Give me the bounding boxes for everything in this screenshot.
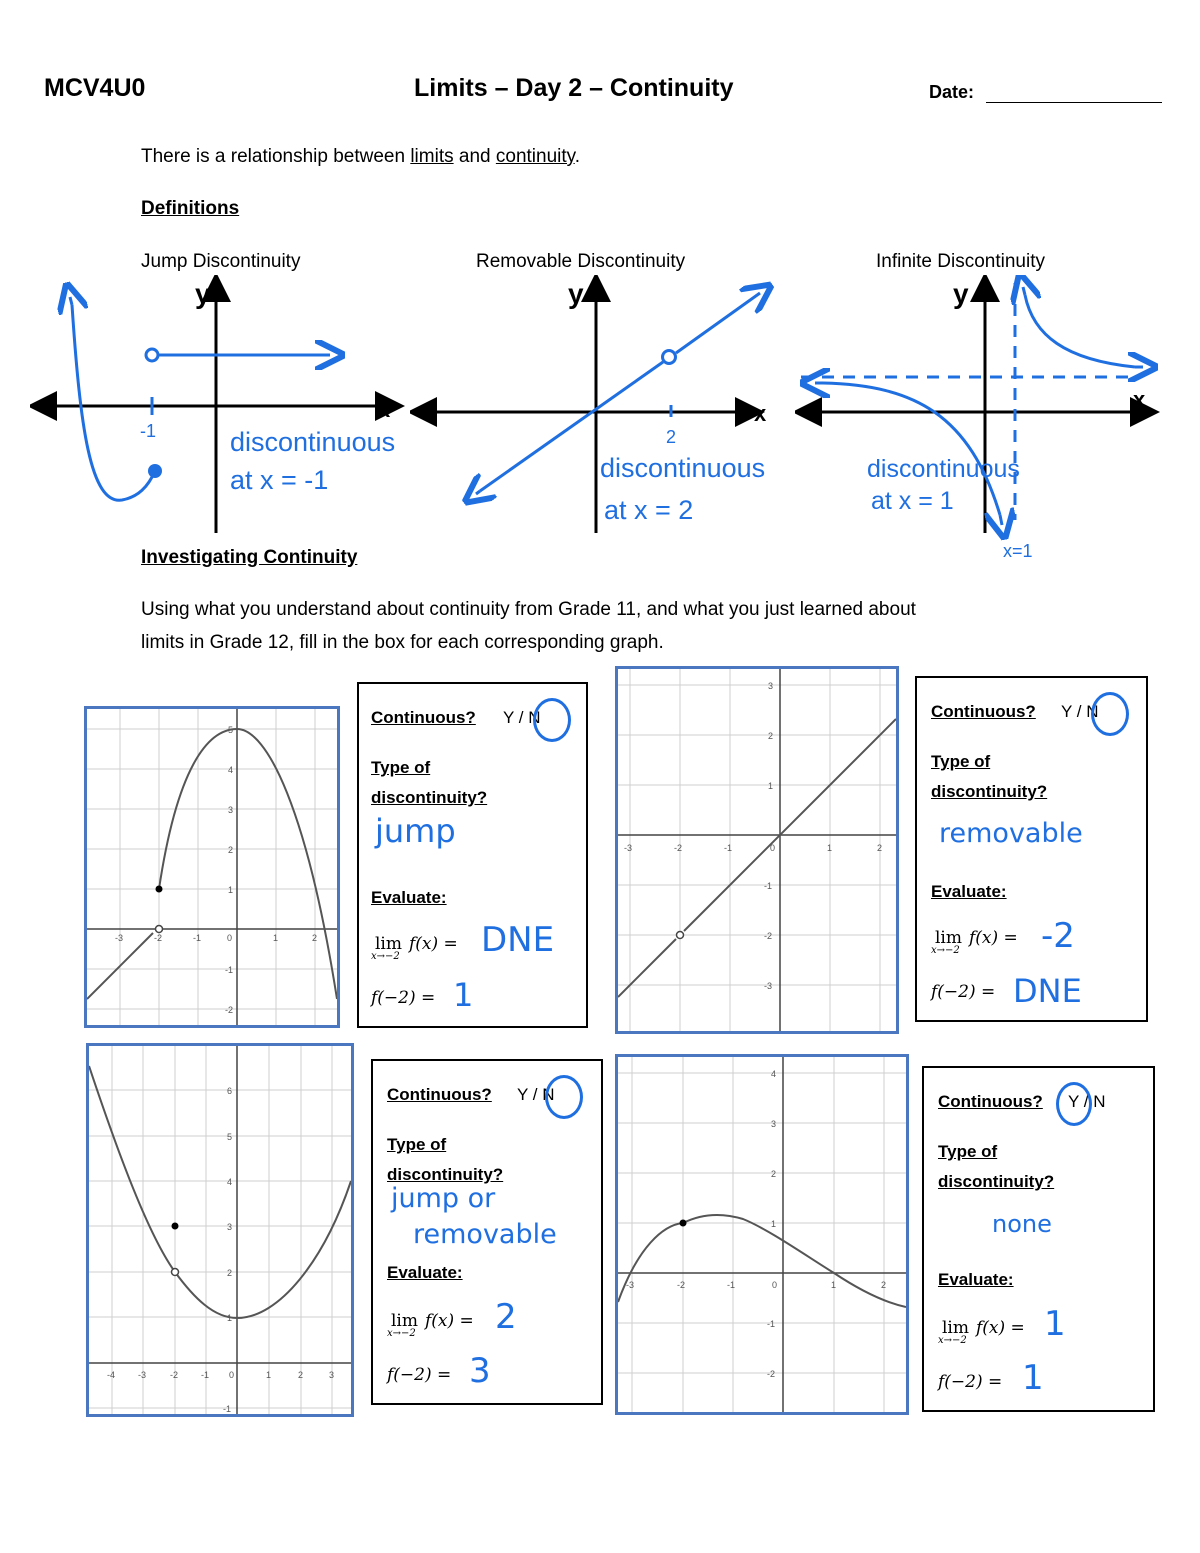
type-answer[interactable]: removable [939, 818, 1083, 849]
infinite-note-line2: at x = 1 [871, 487, 954, 515]
circled-answer [545, 1075, 583, 1119]
svg-text:0: 0 [227, 933, 233, 943]
infinite-note-line1: discontinuous [867, 455, 1020, 483]
svg-text:1: 1 [227, 1313, 233, 1323]
instructions-line2: limits in Grade 12, fill in the box for each corresponding graph. [141, 632, 664, 653]
value-answer[interactable]: DNE [1013, 972, 1082, 1010]
svg-text:-1: -1 [727, 1280, 736, 1290]
lim-symbol: lim [935, 928, 962, 948]
y-axis-label: y [953, 278, 969, 309]
svg-text:2: 2 [877, 843, 883, 853]
date-label: Date: [929, 82, 975, 102]
yn-choice[interactable]: Y / N [517, 1085, 555, 1104]
x-axis-label: x [378, 397, 391, 422]
type-answer-line2[interactable]: removable [413, 1219, 557, 1250]
jump-title: Jump Discontinuity [141, 251, 301, 272]
value-answer[interactable]: 3 [469, 1351, 491, 1391]
svg-text:2: 2 [768, 731, 774, 741]
value-expression: f(−2) = [938, 1372, 1003, 1392]
type-label-2: discontinuity? [938, 1172, 1055, 1191]
evaluate-label: Evaluate: [371, 888, 447, 907]
lim-subscript: x→−2 [371, 951, 400, 962]
yn-choice[interactable]: Y / N [503, 708, 541, 727]
svg-text:-1: -1 [764, 881, 773, 891]
page-title: Limits – Day 2 – Continuity [414, 74, 734, 102]
lim-subscript: x→−2 [938, 1335, 967, 1346]
svg-text:-1: -1 [767, 1319, 776, 1329]
svg-text:1: 1 [228, 885, 234, 895]
jump-discontinuity-sketch [30, 275, 410, 545]
asymptote-label: x=1 [1003, 541, 1033, 561]
yn-choice[interactable]: Y / N [1061, 702, 1099, 721]
svg-text:-1: -1 [193, 933, 202, 943]
svg-text:2: 2 [298, 1370, 304, 1380]
continuous-label: Continuous? [938, 1092, 1043, 1111]
type-answer[interactable]: jump or [391, 1183, 496, 1214]
limit-expression: f(x) = [425, 1311, 474, 1331]
svg-text:-2: -2 [225, 1005, 234, 1015]
evaluate-label: Evaluate: [387, 1263, 463, 1282]
svg-text:6: 6 [227, 1086, 233, 1096]
graph-2 [618, 669, 896, 1031]
graph-4-frame [615, 1054, 909, 1415]
svg-text:2: 2 [312, 933, 318, 943]
investigating-heading: Investigating Continuity [141, 547, 358, 568]
svg-text:3: 3 [329, 1370, 335, 1380]
svg-text:-1: -1 [223, 1404, 232, 1414]
type-label-1: Type of [387, 1135, 447, 1154]
svg-text:0: 0 [229, 1370, 235, 1380]
answer-box-1 [357, 682, 588, 1028]
svg-text:1: 1 [273, 933, 279, 943]
course-code: MCV4U0 [44, 74, 146, 102]
infinite-discontinuity-sketch [795, 275, 1165, 565]
continuous-label: Continuous? [371, 708, 476, 727]
svg-text:-3: -3 [624, 843, 633, 853]
continuous-label: Continuous? [931, 702, 1036, 721]
svg-text:-3: -3 [764, 981, 773, 991]
value-expression: f(−2) = [387, 1365, 452, 1385]
svg-text:2: 2 [228, 845, 234, 855]
removable-discontinuity-sketch [410, 275, 810, 545]
svg-text:1: 1 [266, 1370, 272, 1380]
svg-text:2: 2 [881, 1280, 887, 1290]
svg-text:-2: -2 [674, 843, 683, 853]
type-label-1: Type of [931, 752, 991, 771]
svg-text:-4: -4 [107, 1370, 116, 1380]
svg-text:5: 5 [227, 1132, 233, 1142]
lim-subscript: x→−2 [387, 1328, 416, 1339]
infinite-title: Infinite Discontinuity [876, 251, 1045, 272]
svg-text:1: 1 [768, 781, 774, 791]
svg-text:-1: -1 [201, 1370, 210, 1380]
answer-box-3 [371, 1059, 603, 1405]
svg-text:1: 1 [831, 1280, 837, 1290]
removable-note-line2: at x = 2 [604, 495, 694, 525]
jump-note-line1: discontinuous [230, 427, 396, 457]
value-expression: f(−2) = [371, 988, 436, 1008]
svg-text:3: 3 [227, 1222, 233, 1232]
svg-text:3: 3 [768, 681, 774, 691]
svg-text:-3: -3 [626, 1280, 635, 1290]
svg-text:-1: -1 [225, 965, 234, 975]
svg-text:4: 4 [771, 1069, 777, 1079]
svg-text:-3: -3 [115, 933, 124, 943]
svg-text:3: 3 [771, 1119, 777, 1129]
svg-text:-1: -1 [724, 843, 733, 853]
removable-title: Removable Discontinuity [476, 251, 686, 272]
removable-note-line1: discontinuous [600, 453, 766, 483]
svg-text:4: 4 [228, 765, 234, 775]
definitions-heading: Definitions [141, 198, 240, 219]
limit-expression: f(x) = [969, 928, 1018, 948]
answer-box-4 [922, 1066, 1155, 1412]
svg-text:1: 1 [827, 843, 833, 853]
graph-2-frame [615, 666, 899, 1034]
jump-note-line2: at x = -1 [230, 465, 329, 495]
intro-sentence: There is a relationship between limits and continuity. [141, 146, 581, 167]
svg-text:-2: -2 [767, 1369, 776, 1379]
value-expression: f(−2) = [931, 982, 996, 1002]
graph-4 [618, 1057, 906, 1412]
svg-text:-2: -2 [764, 931, 773, 941]
svg-text:4: 4 [227, 1177, 233, 1187]
type-label-2: discontinuity? [387, 1165, 504, 1184]
graph-1 [87, 709, 337, 1025]
lim-symbol: lim [375, 934, 402, 954]
limit-expression: f(x) = [409, 934, 458, 954]
type-answer[interactable]: jump [375, 812, 456, 850]
instructions-line1: Using what you understand about continuity from Grade 11, and what you just learned about [141, 599, 916, 620]
y-axis-label: y [195, 278, 211, 309]
limit-expression: f(x) = [976, 1318, 1025, 1338]
yn-choice[interactable]: Y / N [1068, 1092, 1106, 1111]
type-label-1: Type of [371, 758, 431, 777]
type-label-2: discontinuity? [371, 788, 488, 807]
jump-tick-label: -1 [140, 421, 157, 441]
type-label-1: Type of [938, 1142, 998, 1161]
circled-answer [1056, 1082, 1092, 1126]
svg-text:-2: -2 [170, 1370, 179, 1380]
limit-answer[interactable]: 2 [495, 1297, 517, 1337]
graph-3-frame [86, 1043, 354, 1417]
x-axis-label: x [1133, 387, 1146, 412]
value-answer[interactable]: 1 [453, 976, 474, 1014]
limit-answer[interactable]: DNE [481, 920, 555, 960]
svg-text:-2: -2 [154, 933, 163, 943]
type-answer[interactable]: none [992, 1210, 1052, 1238]
svg-text:5: 5 [228, 725, 234, 735]
circled-answer [533, 698, 571, 742]
lim-symbol: lim [391, 1311, 418, 1331]
limit-answer[interactable]: -2 [1041, 916, 1075, 956]
evaluate-label: Evaluate: [938, 1270, 1014, 1289]
limit-answer[interactable]: 1 [1044, 1304, 1066, 1344]
lim-symbol: lim [942, 1318, 969, 1338]
answer-box-2 [915, 676, 1148, 1022]
svg-text:-2: -2 [677, 1280, 686, 1290]
x-axis-label: x [754, 401, 767, 426]
circled-answer [1091, 692, 1129, 736]
value-answer[interactable]: 1 [1022, 1358, 1044, 1398]
graph-3 [89, 1046, 351, 1414]
svg-text:2: 2 [771, 1169, 777, 1179]
svg-text:0: 0 [770, 843, 776, 853]
type-label-2: discontinuity? [931, 782, 1048, 801]
evaluate-label: Evaluate: [931, 882, 1007, 901]
y-axis-label: y [568, 278, 584, 309]
svg-text:3: 3 [228, 805, 234, 815]
date-line[interactable] [986, 102, 1162, 103]
svg-text:0: 0 [772, 1280, 778, 1290]
svg-text:-3: -3 [138, 1370, 147, 1380]
svg-text:1: 1 [771, 1219, 777, 1229]
graph-1-frame [84, 706, 340, 1028]
lim-subscript: x→−2 [931, 945, 960, 956]
continuous-label: Continuous? [387, 1085, 492, 1104]
removable-tick-label: 2 [666, 427, 677, 447]
svg-text:2: 2 [227, 1268, 233, 1278]
